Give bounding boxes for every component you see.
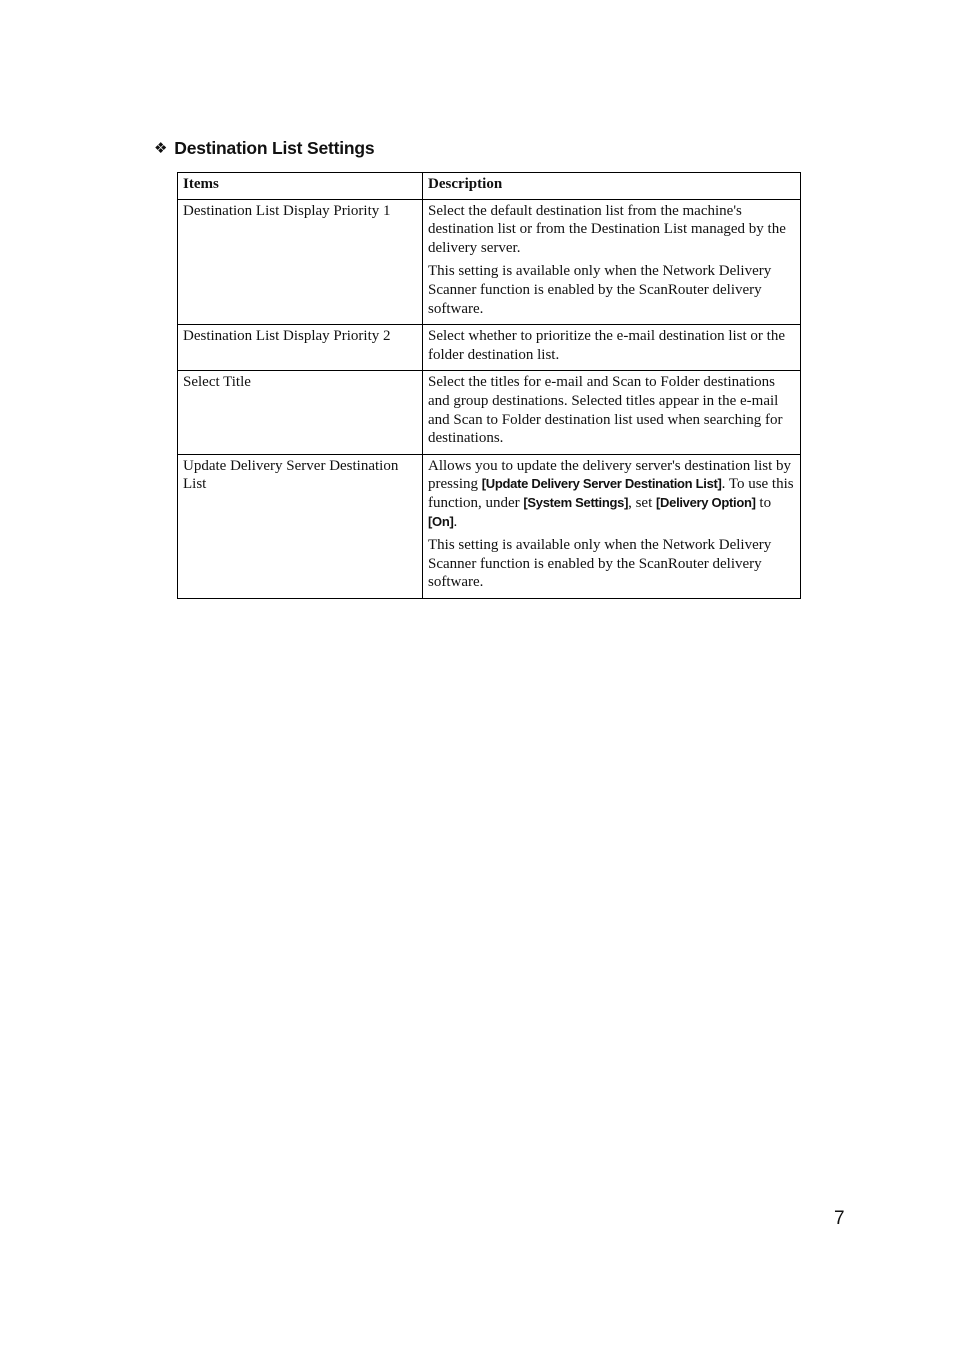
description-paragraph: Select the titles for e-mail and Scan to Folder destinations and group destinations. Selected titles appear in the e-mail and Scan to Folder destination list used when searching for destinations. bbox=[428, 374, 783, 447]
description-paragraph: This setting is available only when the Network Delivery Scanner function is enabled by the ScanRouter delivery software. bbox=[428, 537, 772, 591]
description-cell bbox=[423, 454, 801, 598]
ui-key-label: [System Settings] bbox=[523, 494, 629, 510]
diamond-bullet-icon: ❖ bbox=[154, 139, 168, 157]
description-paragraph bbox=[428, 457, 795, 531]
description-paragraph: Select the default destination list from the machine's destination list or from the Destination List managed by the delivery server. bbox=[428, 202, 786, 256]
table-row bbox=[178, 199, 801, 325]
description-paragraph: This setting is available only when the Network Delivery Scanner function is enabled by the ScanRouter delivery software. bbox=[428, 263, 772, 317]
ui-key-label: [Update Delivery Server Destination List] bbox=[481, 476, 722, 492]
description-cell bbox=[423, 199, 801, 325]
description-cell bbox=[423, 371, 801, 454]
table-row bbox=[178, 325, 801, 371]
item-cell: Select Title bbox=[178, 371, 423, 454]
table-row bbox=[178, 371, 801, 454]
header-description: Description bbox=[423, 173, 801, 200]
desc-text: , set bbox=[628, 494, 657, 511]
description-cell bbox=[423, 325, 801, 371]
description-paragraph: Select whether to prioritize the e-mail destination list or the folder destination list. bbox=[428, 328, 785, 363]
item-cell: Destination List Display Priority 2 bbox=[178, 325, 423, 371]
table-row bbox=[178, 454, 801, 598]
item-cell: Update Delivery Server Destination List bbox=[178, 454, 423, 598]
desc-text: . To use this function, under bbox=[428, 476, 794, 511]
item-cell: Destination List Display Priority 1 bbox=[178, 199, 423, 325]
page-number: 7 bbox=[834, 1208, 845, 1229]
ui-key-label: [Delivery Option] bbox=[656, 494, 756, 510]
desc-text: Allows you to update the delivery server's destination list by pressing bbox=[428, 457, 792, 493]
settings-table bbox=[177, 172, 801, 599]
desc-text: to bbox=[755, 494, 772, 511]
table-header-row bbox=[178, 173, 801, 200]
desc-text: . bbox=[453, 513, 458, 530]
ui-key-label: [On] bbox=[428, 513, 454, 529]
header-items: Items bbox=[178, 173, 423, 200]
section-title: Destination List Settings bbox=[174, 138, 375, 158]
section-heading bbox=[154, 138, 374, 159]
